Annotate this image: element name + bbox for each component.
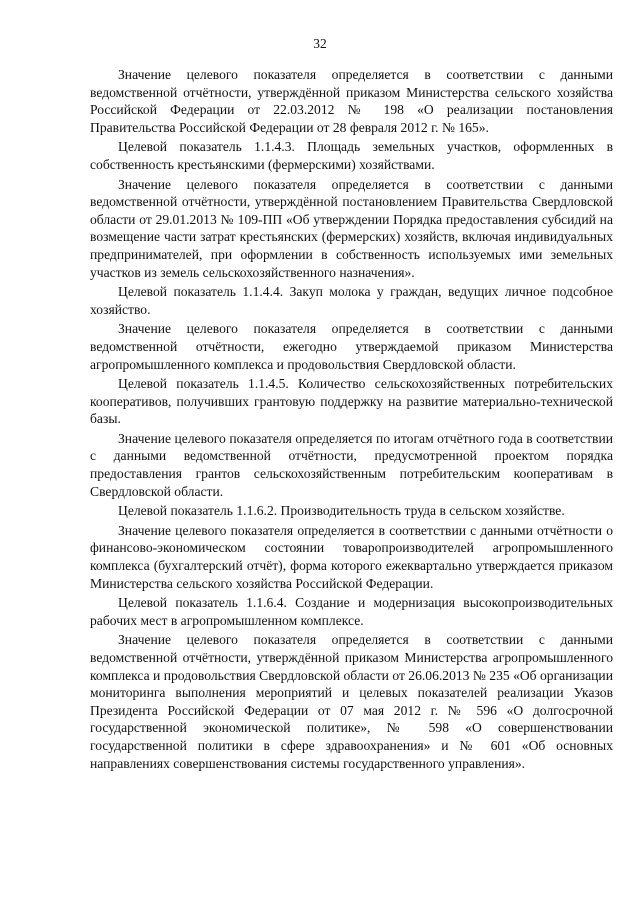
paragraph-10: Целевой показатель 1.1.6.4. Создание и модернизация высокопроизводительных рабочих мест в агропромышленном комплексе.	[90, 595, 613, 628]
paragraph-5: Значение целевого показателя определяется в соответствии с данными ведомственной отчётности, ежегодно утверждаемой приказом Министерства агропромышленного комплекса и продовольствия Свердловской области.	[90, 321, 613, 372]
paragraph-3: Значение целевого показателя определяется в соответствии с данными ведомственной отчётности, утверждённой постановлением Правительства Свердловской области от 29.01.2013 № 109-ПП «Об утверждении Порядка предоставления субсидий на возмещение части затрат крестьянских (фермерских) хозяйств, включая индивидуальных предпринимателей, при оформлении в собственность используемых ими земельных участков из земель сельскохозяйственного назначения».	[90, 176, 613, 280]
paragraph-6: Целевой показатель 1.1.4.5. Количество сельскохозяйственных потребительских кооперативов, получивших грантовую поддержку на развитие материально-технической базы.	[90, 376, 613, 427]
paragraph-9: Значение целевого показателя определяется в соответствии с данными отчётности о финансово-экономическом состоянии товаропроизводителей агропромышленного комплекса (бухгалтерский отчёт), форма которого ежеквартально утверждается приказом Министерства сельского хозяйства Российской Федерации.	[90, 522, 613, 591]
document-body	[90, 66, 613, 774]
paragraph-7: Значение целевого показателя определяется по итогам отчётного года в соответствии с данными ведомственной отчётности, предусмотренной проектом порядка предоставления грантов сельскохозяйственным потребительским кооперативам в Свердловской области.	[90, 430, 613, 499]
paragraph-11: Значение целевого показателя определяется в соответствии с данными ведомственной отчётности, утверждённой приказом Министерства агропромышленного комплекса и продовольствия Свердловской области от 26.06.2013 № 235 «Об организации мониторинга выполнения мероприятий и целевых показателей реализации Указов Президента Российской Федерации от 07 мая 2012 г. № 596 «О долгосрочной государственной экономической политике», № 598 «О совершенствовании государственной политики в сфере здравоохранения» и № 601 «Об основных направлениях совершенствования системы государственного управления».	[90, 632, 613, 771]
paragraph-1: Значение целевого показателя определяется в соответствии с данными ведомственной отчётности, утверждённой приказом Министерства сельского хозяйства Российской Федерации от 22.03.2012 № 198 «О реализации постановления Правительства Российской Федерации от 28 февраля 2012 г. № 165».	[90, 67, 613, 135]
paragraph-2: Целевой показатель 1.1.4.3. Площадь земельных участков, оформленных в собственность крестьянскими (фермерскими) хозяйствами.	[90, 139, 613, 172]
paragraph-8: Целевой показатель 1.1.6.2. Производительность труда в сельском хозяйстве.	[118, 503, 565, 519]
paragraph-4: Целевой показатель 1.1.4.4. Закуп молока у граждан, ведущих личное подсобное хозяйство.	[90, 284, 613, 317]
page-number: 32	[313, 36, 327, 51]
